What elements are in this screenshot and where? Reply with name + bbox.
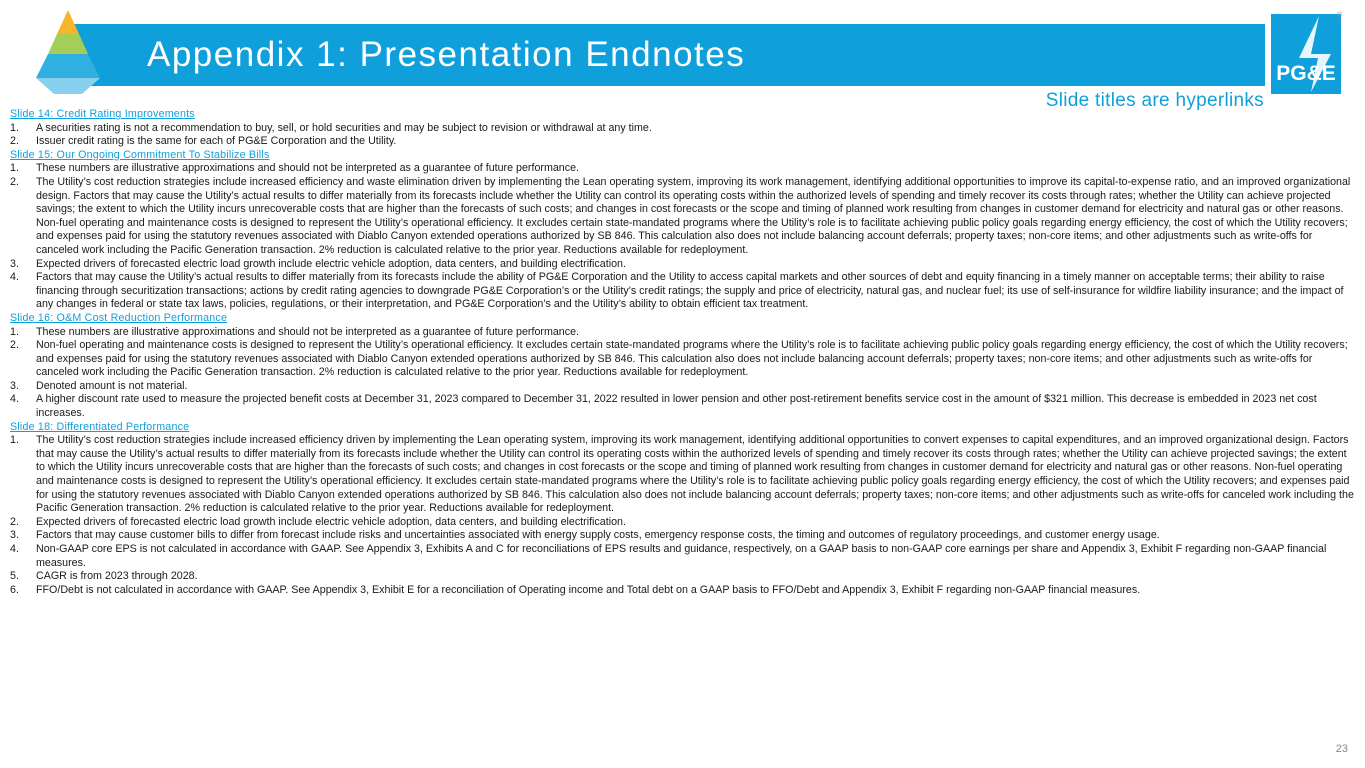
- list-item: [10, 162, 1356, 176]
- pge-logo-icon: [1271, 14, 1341, 94]
- list-item: [10, 271, 1356, 312]
- item-number: 1.: [10, 121, 19, 134]
- item-text: Issuer credit rating is the same for each of PG&E Corporation and the Utility.: [36, 135, 397, 148]
- item-text: Factors that may cause the Utility’s actual results to differ materially from its forecasts include the ability of PG&E Corporation and the Utility to access capital markets and other sources of debt and equity financing in a timely manner on acceptable terms; their ability to raise financing through securitization transactions; actions by credit rating agencies to downgrade PG&E Corporation’s or the Utility’s credit ratings; the supply and price of electricity, natural gas, and nuclear fuel; its use of self-insurance for wildfire liability insurance; and the impact of any changes in federal or state tax laws, policies, regulations, or their interpretation, and PG&E Corporation’s and the Utility’s ability to obtain efficient tax treatment.: [36, 271, 1344, 311]
- logo-registered-mark: ®: [1337, 12, 1343, 19]
- item-number: 2.: [10, 135, 19, 148]
- list-item: [10, 543, 1356, 570]
- list-item: [10, 258, 1356, 272]
- list-item: [10, 529, 1356, 543]
- item-text: Non-fuel operating and maintenance costs is designed to represent the Utility’s operational efficiency. It excludes certain state-mandated programs where the Utility’s role is to facilitate achieving public policy goals regarding energy efficiency, the cost of which the Utility recovers; and expenses paid for using the statutory revenues associated with Diablo Canyon extended operations authorized by SB 846. This calculation also does not include balancing account deferrals; property taxes; non-core items; and other adjustments such as write-offs for canceled work including the Pacific Generation transaction. 2% reduction is calculated relative to the prior year. Reductions available for redeployment.: [36, 339, 1348, 379]
- logo-text: PG&E: [1276, 62, 1336, 85]
- slide-16-link[interactable]: Slide 16: O&M Cost Reduction Performance: [10, 311, 228, 324]
- item-number: 4.: [10, 543, 19, 555]
- item-text: Denoted amount is not material.: [36, 379, 188, 392]
- list-item: [10, 584, 1356, 598]
- list-item: [10, 176, 1356, 258]
- list-item: [10, 135, 1356, 149]
- item-text: The Utility’s cost reduction strategies include increased efficiency driven by implementing the Lean operating system, improving its work management, identifying additional opportunities to convert expenses to capital expenditures, and an improved organizational design. Factors that may cause the Utility’s actual results to differ materially from its forecasts include whether the Utility can control its operating costs within the authorized levels of spending and timely recover its costs through rates; whether the Utility can achieve projected savings; the extent to which the Utility incurs unrecoverable costs that are higher than the forecasts of such costs; and changes in cost forecasts or the scope and timing of planned work resulting from changes in customer demand for electricity and natural gas or other reasons. Non-fuel operating and maintenance costs is designed to represent the Utility’s operational efficiency. It excludes certain state-mandated programs where the Utility’s role is to facilitate achieving public policy goals regarding energy efficiency, the cost of which the Utility recovers; and expenses paid for using the statutory revenues associated with Diablo Canyon extended operations authorized by SB 846. This calculation also does not include balancing account deferrals; property taxes; non-core items; and other adjustments such as write-offs for canceled work including the Pacific Generation transaction. 2% reduction is calculated relative to the prior year. Reductions available for redeployment.: [36, 434, 1354, 515]
- item-number: 3.: [10, 257, 19, 270]
- item-number: 4.: [10, 393, 19, 406]
- item-number: 3.: [10, 379, 19, 392]
- item-number: 2.: [10, 339, 19, 352]
- item-text: CAGR is from 2023 through 2028.: [36, 570, 198, 583]
- list-item: [10, 434, 1356, 516]
- list-item: [10, 380, 1356, 394]
- item-text: FFO/Debt is not calculated in accordance with GAAP. See Appendix 3, Exhibit E for a reconciliation of Operating income and Total debt on a GAAP basis to FFO/Debt and Appendix 3, Exhibit F regarding non-GAAP financial measures.: [36, 583, 1141, 596]
- endnotes-list: [10, 108, 1356, 597]
- item-number: 6.: [10, 583, 19, 596]
- item-text: The Utility’s cost reduction strategies include increased efficiency and waste elimination driven by implementing the Lean operating system, improving its work management, identifying additional opportunities to improve its capital-to-expense ratio, and an improved organizational design. Factors that may cause the Utility’s actual results to differ materially from its forecasts include whether the Utility can control its operating costs within the authorized levels of spending and timely recover its costs through rates; whether the Utility can achieve projected savings; the extent to which the Utility incurs unrecoverable costs that are higher than the forecasts of such costs; and changes in cost forecasts or the scope and timing of planned work resulting from changes in customer demand for electricity and natural gas or other reasons. Non-fuel operating and maintenance costs is designed to represent the Utility’s operational efficiency. It excludes certain state-mandated programs where the Utility’s role is to facilitate achieving public policy goals regarding energy efficiency, the cost of which the Utility recovers; and expenses paid for using the statutory revenues associated with Diablo Canyon extended operations authorized by SB 846. This calculation also does not include balancing account deferrals; property taxes; non-core items; and other adjustments such as write-offs for canceled work including the Pacific Generation transaction. 2% reduction is calculated relative to the prior year. Reductions available for redeployment.: [36, 175, 1351, 256]
- item-text: Expected drivers of forecasted electric load growth include electric vehicle adoption, data centers, and building electrification.: [36, 515, 626, 528]
- list-item: [10, 339, 1356, 380]
- slide-15-link[interactable]: Slide 15: Our Ongoing Commitment To Stabilize Bills: [10, 148, 270, 161]
- list-item: [10, 393, 1356, 420]
- page-title: Appendix 1: Presentation Endnotes: [147, 35, 746, 74]
- item-text: Non-GAAP core EPS is not calculated in accordance with GAAP. See Appendix 3, Exhibits A and C for reconciliations of EPS results and guidance, respectively, on a GAAP basis to non-GAAP core earnings per share and Appendix 3, Exhibit F regarding non-GAAP financial measures.: [36, 543, 1327, 569]
- item-text: Factors that may cause customer bills to differ from forecast include risks and uncertainties associated with energy supply costs, emergency response costs, the timing and outcomes of regulatory proceedings, and customer energy usage.: [36, 529, 1160, 542]
- hyperlink-note: Slide titles are hyperlinks: [1045, 90, 1264, 111]
- item-number: 2.: [10, 175, 19, 188]
- list-item: [10, 122, 1356, 136]
- slide-18-link[interactable]: Slide 18: Differentiated Performance: [10, 420, 190, 433]
- item-number: 3.: [10, 529, 19, 542]
- page-number: 23: [1335, 743, 1348, 755]
- item-number: 1.: [10, 434, 19, 447]
- list-item: [10, 570, 1356, 584]
- item-number: 5.: [10, 570, 19, 583]
- list-item: [10, 516, 1356, 530]
- item-text: Expected drivers of forecasted electric load growth include electric vehicle adoption, data centers, and building electrification.: [36, 257, 626, 270]
- list-item: [10, 326, 1356, 340]
- pyramid-icon: [22, 8, 114, 96]
- item-number: 1.: [10, 325, 19, 338]
- slide-14-link[interactable]: Slide 14: Credit Rating Improvements: [10, 108, 195, 120]
- item-number: 2.: [10, 515, 19, 528]
- item-text: A higher discount rate used to measure the projected benefit costs at December 31, 2023 compared to December 31, 2022 resulted in lower pension and other post-retirement benefits service cost in the amount of $321 million. This decrease is embedded in 2023 net cost increases.: [36, 393, 1317, 420]
- item-text: These numbers are illustrative approximations and should not be interpreted as a guarantee of future performance.: [36, 325, 580, 338]
- item-text: A securities rating is not a recommendation to buy, sell, or hold securities and may be subject to revision or withdrawal at any time.: [36, 121, 652, 134]
- item-number: 4.: [10, 271, 19, 284]
- item-number: 1.: [10, 162, 19, 175]
- item-text: These numbers are illustrative approximations and should not be interpreted as a guarantee of future performance.: [36, 162, 580, 175]
